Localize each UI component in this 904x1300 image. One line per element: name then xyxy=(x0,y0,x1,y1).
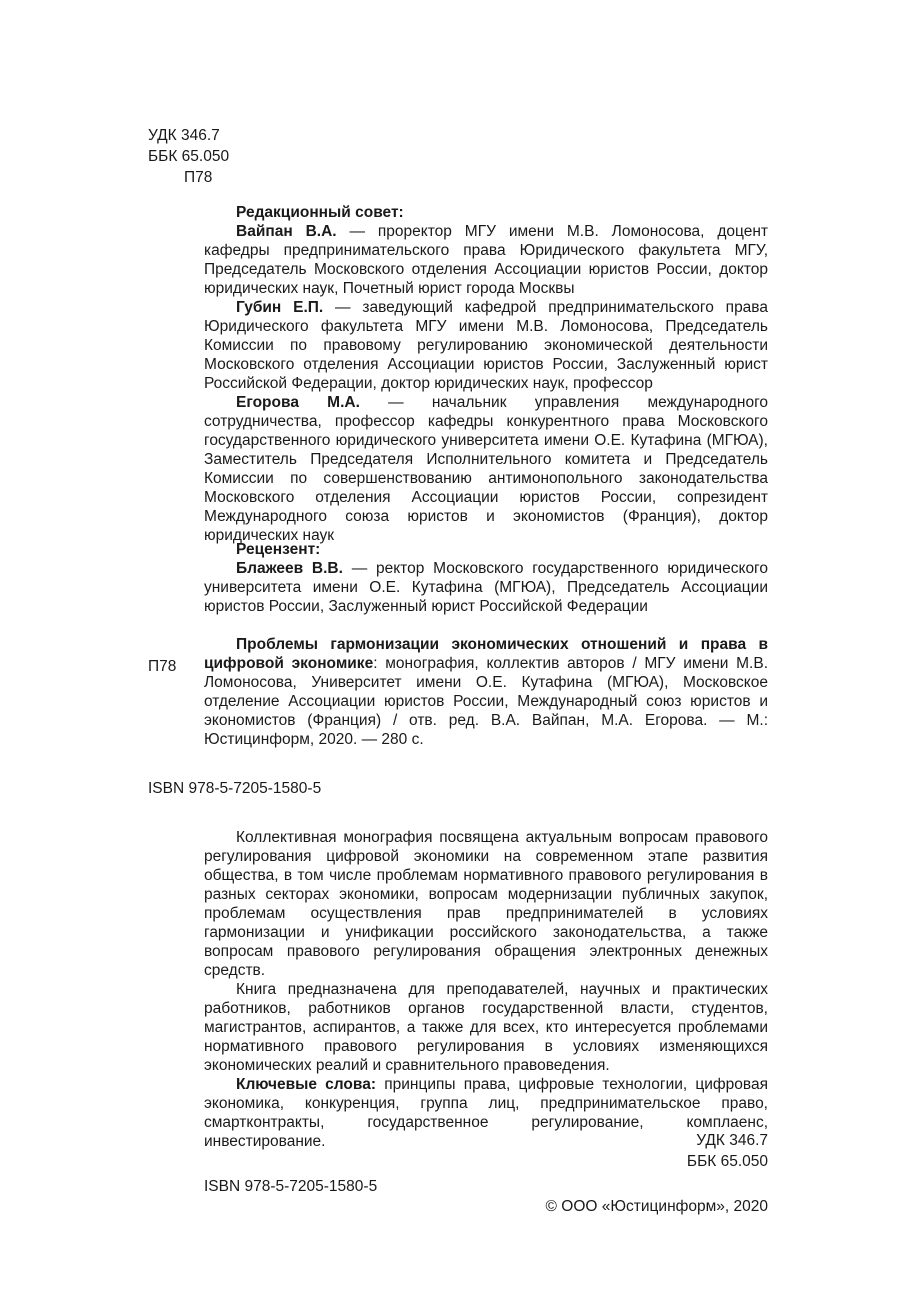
reviewer-bio: — ректор Московского государственного юридического университета имени О.Е. Кутафина (МГЮА), Председатель Ассоциации юристов России, Заслуженный юрист Российской Федерации xyxy=(204,560,768,615)
board-member xyxy=(204,298,768,393)
member-name: Губин Е.П. xyxy=(236,299,324,316)
board-member xyxy=(204,393,768,545)
bbk-bottom: ББК 65.050 xyxy=(686,1153,768,1170)
reviewer-name: Блажеев В.В. xyxy=(236,560,343,577)
classification-codes xyxy=(148,126,229,189)
isbn-bottom: ISBN 978-5-7205-1580-5 xyxy=(204,1178,378,1195)
annotation-paragraph: Книга предназначена для преподавателей, научных и практических работников, работников органов государственной власти, студентов, магистрантов, аспирантов, а также для всех, кто интересуется проблемами нормативного правового регулирования в условиях изменяющихся экономических реалий и сравнительного правоведения. xyxy=(204,981,768,1074)
bbk-code: ББК 65.050 xyxy=(148,148,230,165)
member-bio: — заведующий кафедрой предпринимательского права Юридического факультета МГУ имени М.В. Ломоносова, Председатель Комиссии по правовому регулированию экономической деятельности Московского отделения Ассоциации юристов России, Заслуженный юрист Российской Федерации, доктор юридических наук, профессор xyxy=(204,299,768,392)
annotation xyxy=(204,828,768,1151)
reviewer-heading: Рецензент: xyxy=(236,541,321,558)
isbn-top: ISBN 978-5-7205-1580-5 xyxy=(148,780,322,797)
udk-code: УДК 346.7 xyxy=(148,127,220,144)
reviewer-entry xyxy=(204,559,768,616)
keywords-label: Ключевые слова: xyxy=(236,1076,377,1093)
copyright: © ООО «Юстицинформ», 2020 xyxy=(545,1198,768,1215)
reviewer-section xyxy=(204,540,768,616)
keywords xyxy=(204,1075,768,1151)
bibliographic-record xyxy=(204,635,768,749)
annotation-paragraph: Коллективная монография посвящена актуальным вопросам правового регулирования цифровой экономики на современном этапе развития общества, в том числе проблемам нормативного правового регулирования в разных секторах экономики, вопросам модернизации публичных закупок, проблемам осуществления прав предпринимателей в условиях гармонизации и унификации российского законодательства, а также вопросам правового регулирования обращения электронных денежных средств. xyxy=(204,829,768,979)
member-name: Егорова М.А. xyxy=(236,394,360,411)
bib-details: : монография, коллектив авторов / МГУ имени М.В. Ломоносова, Университет имени О.Е. Кутафина (МГЮА), Московское отделение Ассоциации юристов России, Международный союз юристов и экономистов (Франция) / отв. ред. В.А. Вайпан, М.А. Егорова. — М.: Юстицинформ, 2020. — 280 с. xyxy=(204,655,769,748)
board-heading: Редакционный совет: xyxy=(236,204,404,221)
editorial-board xyxy=(204,203,768,545)
keywords-list: принципы права, цифровые технологии, цифровая экономика, конкуренция, группа лиц, предпринимательское право, смартконтракты, государственное регулирование, комплаенс, инвестирование. xyxy=(204,1076,768,1150)
bib-mark: П78 xyxy=(148,658,177,675)
book-title: Проблемы гармонизации экономических отношений и права в цифровой экономике xyxy=(204,636,768,672)
member-bio: — проректор МГУ имени М.В. Ломоносова, доцент кафедры предпринимательского права Юридического факультета МГУ, Председатель Московского отделения Ассоциации юристов России, доктор юридических наук, Почетный юрист города Москвы xyxy=(204,223,768,297)
udk-bottom: УДК 346.7 xyxy=(696,1132,768,1149)
board-member xyxy=(204,222,768,298)
member-bio: — начальник управления международного сотрудничества, профессор кафедры конкурентного права Московского государственного юридического университета имени О.Е. Кутафина (МГЮА), Заместитель Председателя Исполнительного комитета и Председатель Комиссии по совершенствованию антимонопольного законодательства Московского отделения Ассоциации юристов России, сопрезидент Международного союза юристов и экономистов (Франция), доктор юридических наук xyxy=(204,394,768,544)
author-mark: П78 xyxy=(184,169,213,186)
member-name: Вайпан В.А. xyxy=(236,223,337,240)
